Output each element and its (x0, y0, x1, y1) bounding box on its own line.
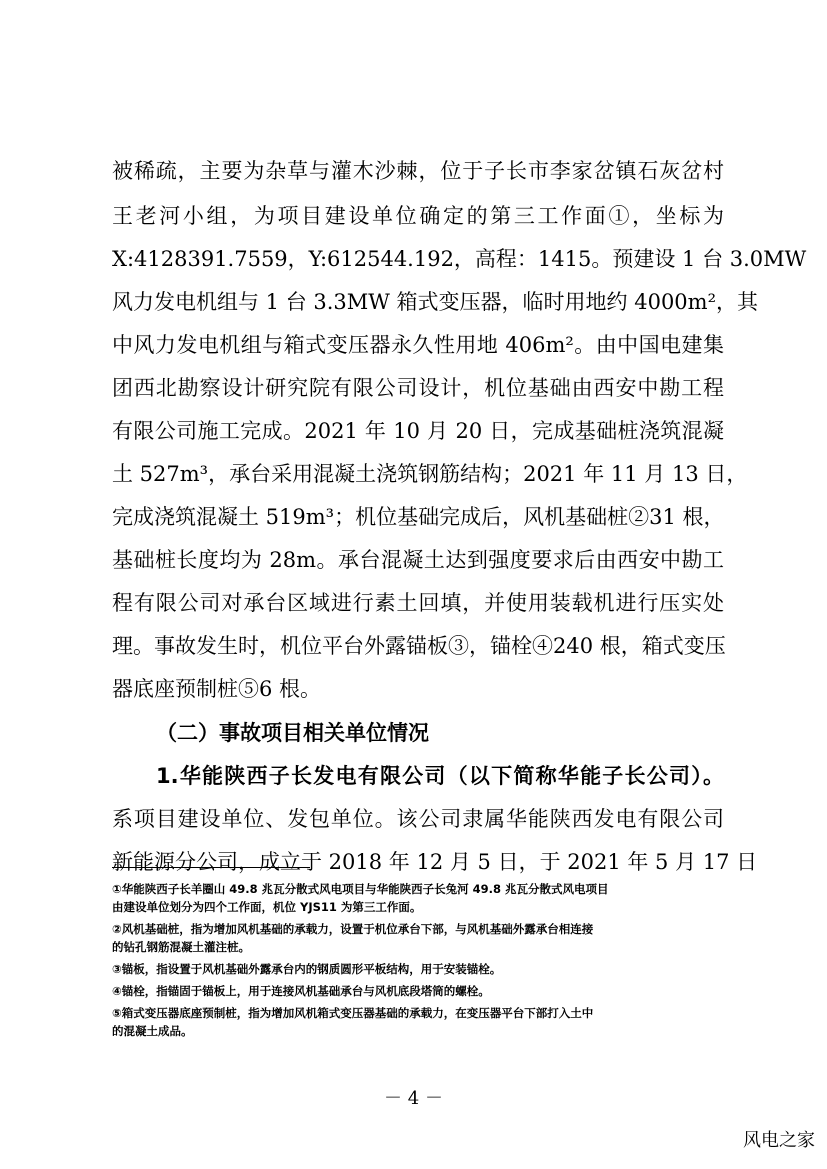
body-line: 器底座预制桩⑤6 根。 (112, 677, 322, 701)
footnote-line: 的混凝土成品。 (112, 1024, 193, 1038)
footnote-line: ①华能陕西子长羊圈山 49.8 兆瓦分散式风电项目与华能陕西子长兔河 49.8 兆瓦分散式风电项目 (112, 882, 609, 896)
body-line: 理。事故发生时，机位平台外露锚板③，锚栓④240 根，箱式变压 (112, 634, 726, 658)
body-line: 完成浇筑混凝土 519m³；机位基础完成后，风机基础桩②31 根， (112, 505, 725, 529)
body-line: 土 527m³，承台采用混凝土浇筑钢筋结构；2021 年 11 月 13 日， (112, 462, 748, 486)
footnote-line: ⑤箱式变压器底座预制桩，指为增加风机箱式变压器基础的承载力，在变压器平台下部打入土中 (112, 1006, 594, 1020)
footnote-line: ②风机基础桩，指为增加风机基础的承载力，设置于机位承台下部，与风机基础外露承台相连接 (112, 922, 594, 936)
body-line: 基础桩长度均为 28m。承台混凝土达到强度要求后由西安中勘工 (112, 548, 724, 572)
footnote-line: 的钻孔钢筋混凝土灌注桩。 (112, 940, 250, 954)
body-line: 风力发电机组与 1 台 3.3MW 箱式变压器，临时用地约 4000m²，其 (112, 290, 758, 314)
body-line: 程有限公司对承台区域进行素土回填，并使用装载机进行压实处 (112, 591, 724, 615)
body-line: 中风力发电机组与箱式变压器永久性用地 406m²。由中国电建集 (112, 333, 724, 357)
body-line: 王老河小组，为项目建设单位确定的第三工作面①，坐标为 (112, 204, 724, 228)
body-line: X:4128391.7559，Y:612544.192，高程：1415。预建设 1 台 3.0MW (112, 247, 807, 271)
body-line: 有限公司施工完成。2021 年 10 月 20 日，完成基础桩浇筑混凝 (112, 419, 724, 443)
body-line: 被稀疏，主要为杂草与灌木沙棘，位于子长市李家岔镇石灰岔村 (112, 159, 724, 183)
footnote-line: ③锚板，指设置于风机基础外露承台内的钢质圆形平板结构，用于安装锚栓。 (112, 962, 502, 976)
footnote-separator (112, 867, 310, 868)
footnote-line: 由建设单位划分为四个工作面，机位 YJS11 为第三工作面。 (112, 900, 422, 914)
body-line: 团西北勘察设计研究院有限公司设计，机位基础由西安中勘工程 (112, 376, 724, 400)
body-line: 新能源分公司，成立于 2018 年 12 月 5 日，于 2021 年 5 月 17 日 (112, 850, 758, 874)
site-watermark: 风电之家 (743, 1130, 815, 1151)
footnote-line: ④锚栓，指锚固于锚板上，用于连接风机基础承台与风机底段塔筒的螺栓。 (112, 984, 490, 998)
company-heading: 1.华能陕西子长发电有限公司（以下简称华能子长公司）。 (156, 764, 724, 788)
section-heading: （二）事故项目相关单位情况 (156, 721, 429, 745)
page-number: － 4 － (384, 1088, 443, 1109)
body-line: 系项目建设单位、发包单位。该公司隶属华能陕西发电有限公司 (112, 807, 724, 831)
